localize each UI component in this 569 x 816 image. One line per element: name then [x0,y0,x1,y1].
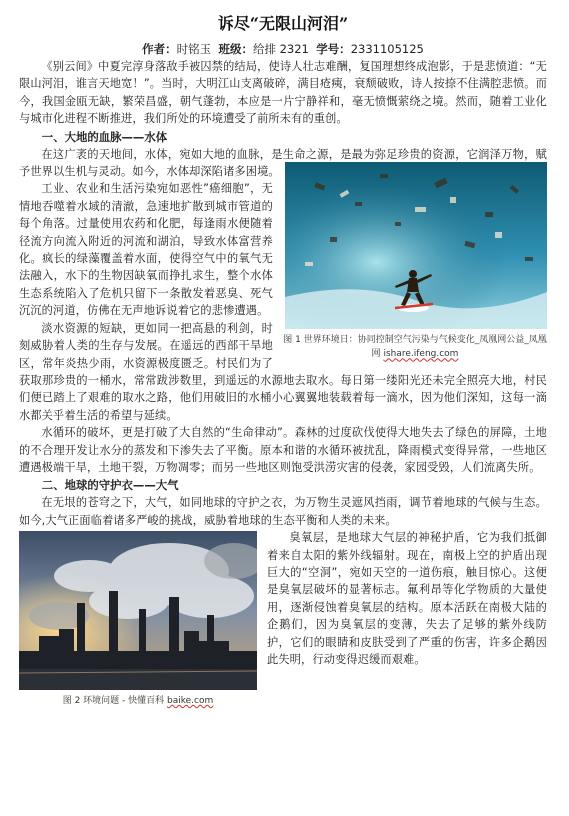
section1-paragraph-3: 淡水资源的短缺，更如同一把高悬的利剑，时刻威胁着人类的生存与发展。在遥远的西部干旱地区，常年炎热少雨，水资源极度匮乏。村民们为了获取那珍贵的一桶水，常常跋涉数里，到遥远的水源地去取水。每日第一缕阳光还未完全照亮大地，村民们便已踏上了艰难的取水之路，他们用破旧的水桶小心翼翼地装载着每一滴水，因为他们深知，这每一滴水都关乎着生活的希望与延续。 [19,321,547,422]
class-label: 班级： [218,42,253,56]
section2-heading: 二、地球的守护衣——大气 [41,478,179,493]
section1-paragraph-1: 在这广袤的天地间，水体，宛如大地的血脉，是生命之源，是最为弥足珍贵的资源，它润泽万物，赋予世界以生机与灵动。如今，水体却深陷诸多困境。 [19,147,547,179]
figure-1-caption-link[interactable]: ishare.ifeng.com [383,349,459,360]
author-label: 作者： [142,42,177,56]
article [19,0,547,710]
figure-2-caption [19,694,257,708]
figure-2 [19,531,257,708]
section1-heading: 一、大地的血脉——水体 [41,129,168,144]
figure-2-caption-text: 图 2 环境问题 - 快懂百科 [62,696,165,707]
figure-1 [283,162,547,361]
intro-paragraph: 《别云间》中夏完淳身落敌手被囚禁的结局，使诗人壮志难酬，复国理想终成泡影，于是悲愤道：“无限山河泪，谁言天地宽！”。当时，大明江山支离破碎，满目疮痍，衰颓破败，诗人按捺不住满腔悲愤。而今，我国金瓯无缺，繁荣昌盛，朝气蓬勃，本应是一片宁静祥和，毫无愤慨萦绕之境。然而，随着工业化与城市化进程不断推进，我们所处的环境遭受了前所未有的重创。 [19,60,547,126]
figure-2-caption-link[interactable]: baike.com [167,696,214,707]
section1-paragraph-2: 工业、农业和生活污染宛如恶性”癌细胞”，无情地吞噬着水域的清澈，急速地扩散到城市管道的每个角落。过量使用农药和化肥，每逢雨水便随着径流方向流入附近的河流和湖泊，导致水体富营养化。疯长的绿藻覆盖着水面，使得空气中的氧气无法融入，水下的生物因缺氧而挣扎求生，整个水体生态系统陷入了危机只留下一条散发着恶臭、死气沉沉的河道，仿佛在无声地诉说着它的悲惨遭遇。 [19,182,273,318]
industrial-smokestacks-image [19,531,257,690]
section1-paragraph-4: 水循环的破坏，更是打破了大自然的“生命律动”。森林的过度砍伐使得大地失去了绿色的屏障，土地的不合理开发让水分的蒸发和下渗失去了平衡。原本和谐的水循环被扰乱，降雨模式变得异常，一些地区遭遇极端干旱，土地干裂，万物凋零；而另一些地区则饱受洪涝灾害的侵袭，家园受毁，人们流离失所。 [19,426,547,474]
article-title: 诉尽“无限山河泪” [217,14,349,33]
author-name: 时铭玉 [176,42,212,56]
byline [19,41,547,58]
surfer-in-polluted-wave-image [285,162,547,329]
student-id-label: 学号： [316,42,351,56]
figure-1-caption-text: 图 1 世界环境日：协同控制空气污染与气候变化_凤凰网公益_凤凰网 [283,335,547,360]
student-id-value: 2331105125 [350,42,424,56]
class-value: 给排 2321 [252,42,309,56]
section2-paragraph-1: 在无垠的苍穹之下，大气，如同地球的守护之衣，为万物生灵遮风挡雨，调节着地球的气候与生态。如今,大气正面临着诸多严峻的挑战，威胁着地球的生态平衡和人类的未来。 [19,496,547,527]
figure-1-caption [283,333,547,361]
section2-paragraph-2: 臭氧层，是地球大气层的神秘护盾，它为我们抵御着来自太阳的紫外线辐射。现在，南极上空的护盾出现巨大的“空洞”，宛如天空的一道伤痕，触目惊心。这便是臭氧层破坏的显著标志。氟利昂等化学物质的大量使用，逐渐侵蚀着臭氧层的结构。原本活跃在南极大陆的企鹅们，因为臭氧层的变薄，失去了足够的紫外线防护，它们的眼睛和皮肤受到了严重的伤害，许多企鹅因此失明，行动变得迟缓而艰难。 [267,531,547,666]
